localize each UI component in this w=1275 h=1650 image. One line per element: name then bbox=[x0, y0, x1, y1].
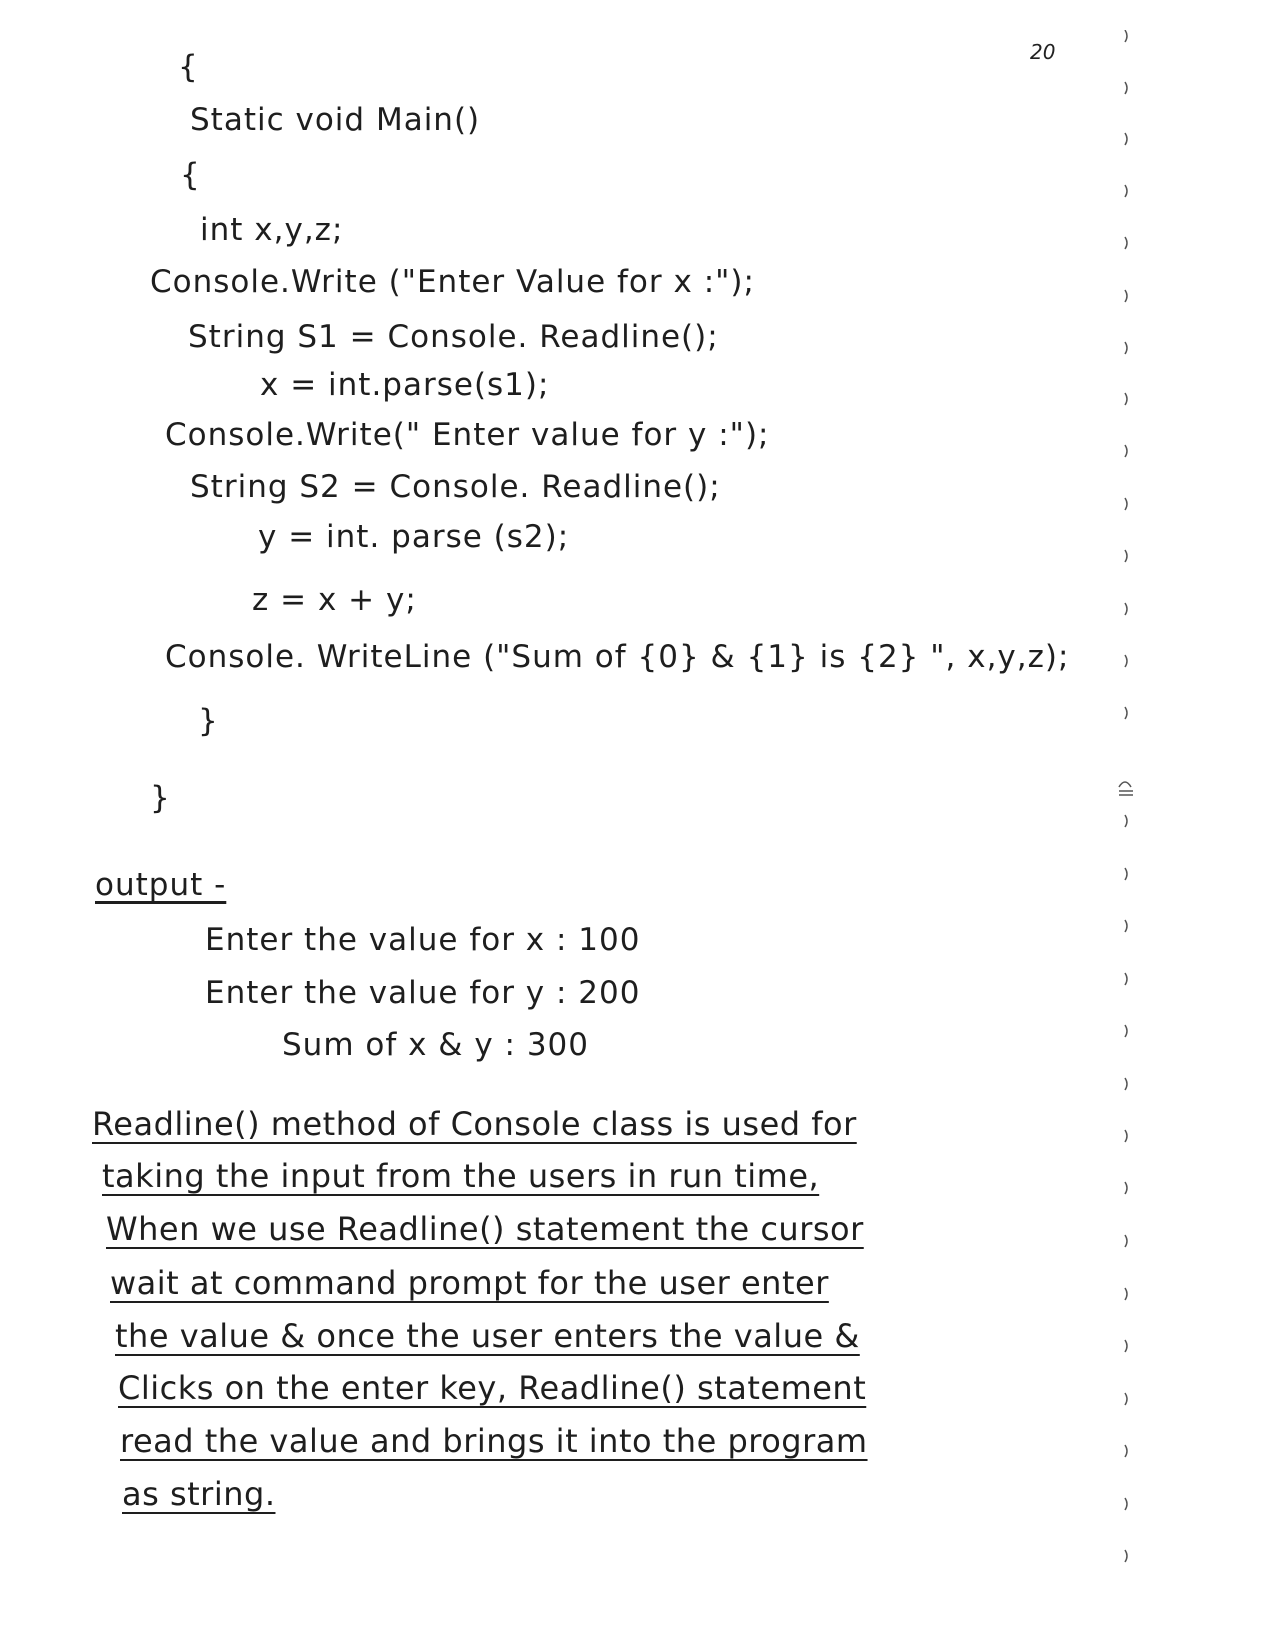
output-line: Enter the value for y : 200 bbox=[205, 975, 641, 1011]
note-line: taking the input from the users in run time, bbox=[102, 1157, 820, 1195]
note-line: Readline() method of Console class is used for bbox=[92, 1105, 857, 1143]
code-line: { bbox=[180, 157, 201, 193]
code-line: x = int.parse(s1); bbox=[260, 367, 550, 403]
note-line: the value & once the user enters the value & bbox=[115, 1317, 860, 1355]
note-line: as string. bbox=[122, 1475, 276, 1513]
note-line: When we use Readline() statement the cursor bbox=[106, 1210, 864, 1248]
code-line: Console. WriteLine ("Sum of {0} & {1} is {2} ", x,y,z); bbox=[165, 639, 1070, 675]
code-line: y = int. parse (s2); bbox=[258, 519, 570, 555]
output-line: Enter the value for x : 100 bbox=[205, 922, 641, 958]
note-line: read the value and brings it into the program bbox=[120, 1422, 868, 1460]
output-heading: output - bbox=[95, 867, 227, 903]
code-line: } bbox=[198, 703, 219, 739]
code-line: } bbox=[150, 780, 171, 816]
code-line: z = x + y; bbox=[252, 582, 417, 618]
note-line: Clicks on the enter key, Readline() statement bbox=[118, 1369, 867, 1407]
code-line: String S1 = Console. Readline(); bbox=[188, 319, 719, 355]
code-line: Console.Write ("Enter Value for x :"); bbox=[150, 264, 755, 300]
output-line: Sum of x & y : 300 bbox=[282, 1027, 590, 1063]
page-number: 20 bbox=[1030, 40, 1056, 64]
code-line: Console.Write(" Enter value for y :"); bbox=[165, 417, 770, 453]
margin-ring-marks bbox=[1115, 30, 1155, 1590]
code-line: String S2 = Console. Readline(); bbox=[190, 469, 721, 505]
code-line: int x,y,z; bbox=[200, 212, 344, 248]
code-line: { bbox=[178, 49, 199, 85]
note-line: wait at command prompt for the user enter bbox=[110, 1264, 829, 1302]
code-line: Static void Main() bbox=[190, 102, 481, 138]
